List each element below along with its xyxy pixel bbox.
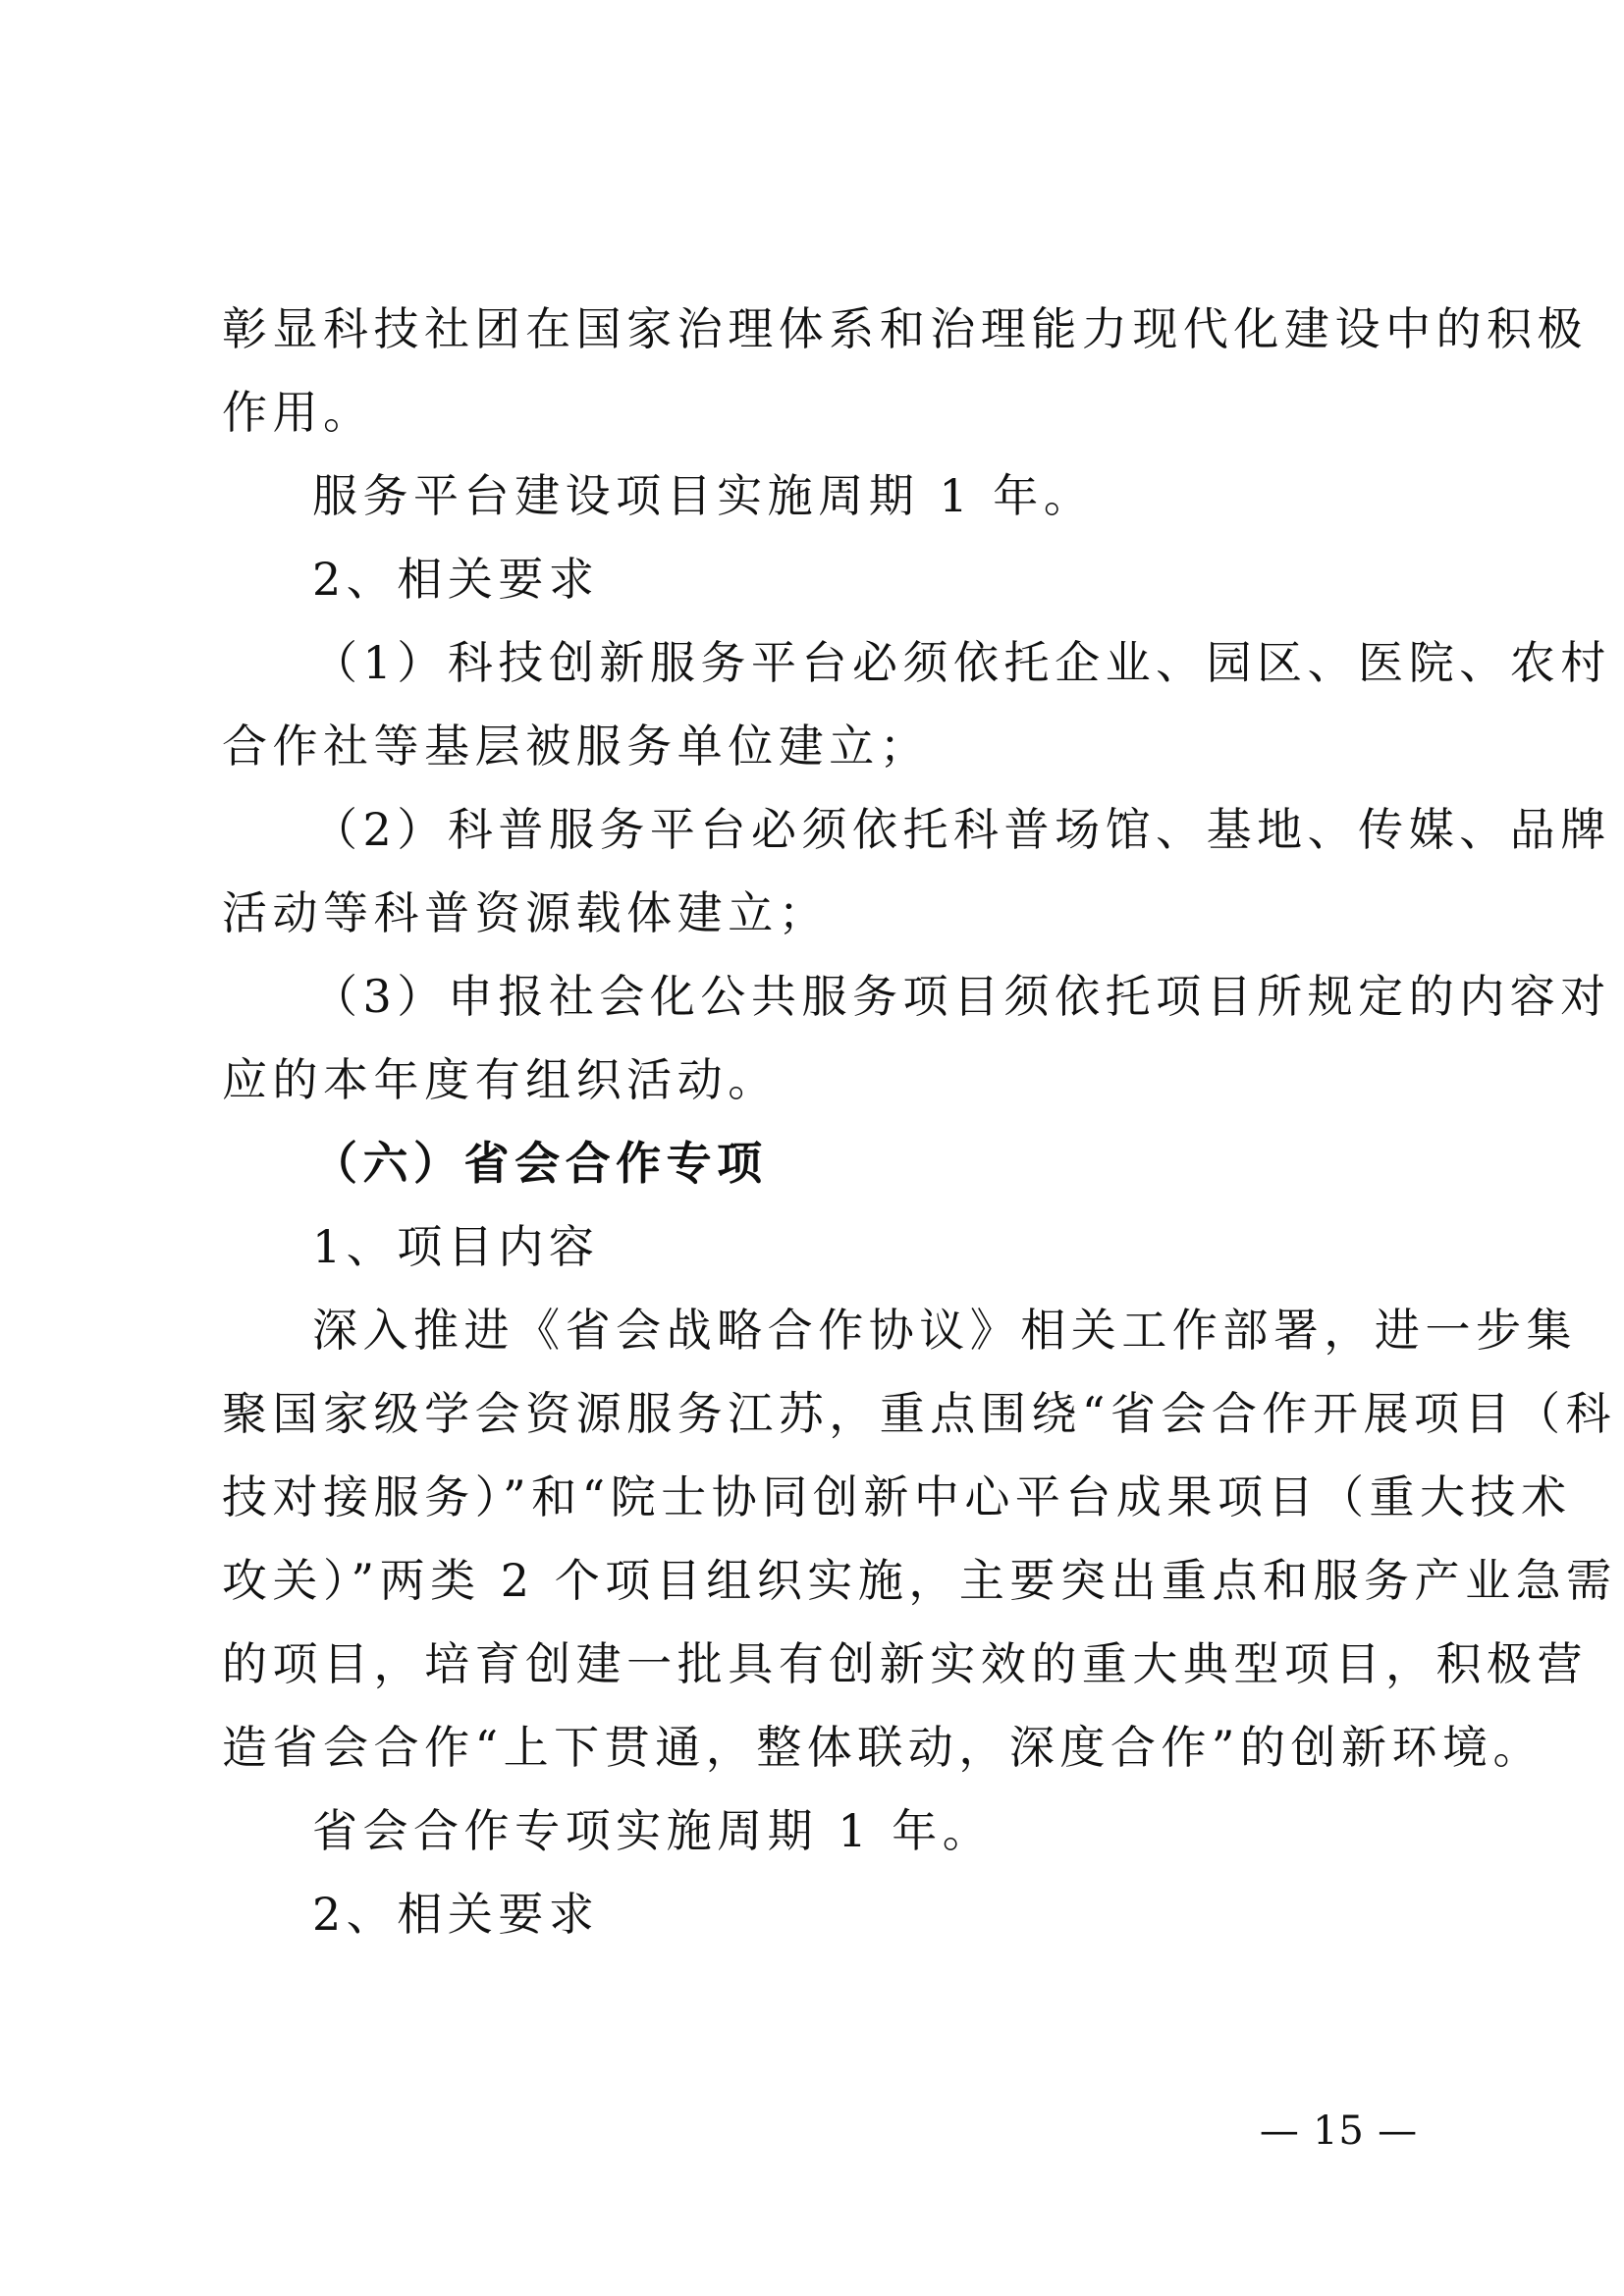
text-line: 的项目，培育创建一批具有创新实效的重大典型项目，积极营 (222, 1637, 1589, 1690)
text-line: 深入推进《省会战略合作协议》相关工作部署，进一步集 (312, 1304, 1577, 1357)
section-heading: （六）省会合作专项 (312, 1137, 768, 1190)
text-line: （1）科技创新服务平台必须依托企业、园区、医院、农村 (312, 636, 1611, 689)
subheading-line: 2、相关要求 (312, 553, 600, 606)
text-line: 省会合作专项实施周期 1 年。 (312, 1804, 994, 1857)
text-line: （2）科普服务平台必须依托科普场馆、基地、传媒、品牌 (312, 803, 1611, 856)
text-line: 合作社等基层被服务单位建立； (222, 720, 931, 773)
text-line: 作用。 (222, 386, 374, 439)
text-line: （3）申报社会化公共服务项目须依托项目所规定的内容对 (312, 970, 1611, 1023)
text-line: 造省会合作“上下贯通，整体联动，深度合作”的创新环境。 (222, 1721, 1544, 1774)
text-line: 彰显科技社团在国家治理体系和治理能力现代化建设中的积极 (222, 302, 1589, 355)
text-line: 攻关）”两类 2 个项目组织实施，主要突出重点和服务产业急需 (222, 1554, 1617, 1607)
text-line: 技对接服务）”和“院士协同创新中心平台成果项目（重大技术 (222, 1470, 1572, 1523)
subheading-line: 1、项目内容 (312, 1220, 600, 1273)
text-line: 聚国家级学会资源服务江苏，重点围绕“省会合作开展项目（科 (222, 1387, 1617, 1440)
text-line: 应的本年度有组织活动。 (222, 1053, 779, 1106)
subheading-line: 2、相关要求 (312, 1888, 600, 1941)
text-line: 活动等科普资源载体建立； (222, 886, 830, 939)
text-line: 服务平台建设项目实施周期 1 年。 (312, 469, 1095, 522)
page-number: — 15 — (1259, 2109, 1418, 2154)
body-text (222, 288, 1617, 1956)
